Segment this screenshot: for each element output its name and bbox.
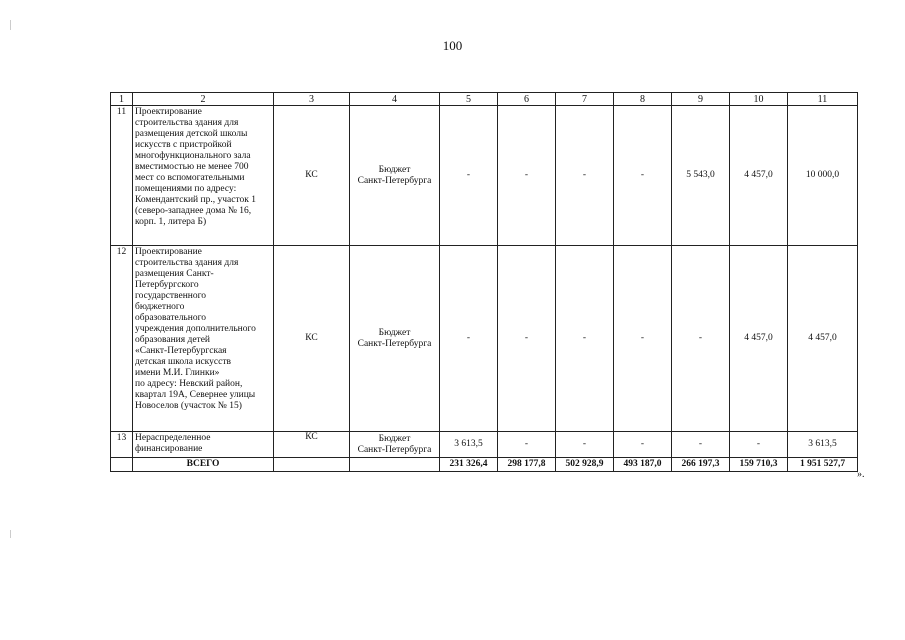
value-cell: 4 457,0 (730, 106, 788, 246)
header-cell: 3 (274, 93, 350, 106)
table-row (111, 106, 858, 246)
row-number: 13 (111, 432, 133, 458)
total-spacer (274, 458, 350, 472)
row-number: 12 (111, 246, 133, 432)
value-cell: - (498, 432, 556, 458)
total-value: 159 710,3 (730, 458, 788, 472)
header-cell: 10 (730, 93, 788, 106)
scan-edge-mark (10, 20, 11, 30)
value-cell: 5 543,0 (672, 106, 730, 246)
header-cell: 1 (111, 93, 133, 106)
table-row (111, 246, 858, 432)
total-value: 298 177,8 (498, 458, 556, 472)
closing-quote-mark: ». (857, 469, 865, 480)
value-cell: - (614, 432, 672, 458)
total-value: 1 951 527,7 (788, 458, 858, 472)
code-cell: КС (274, 432, 350, 458)
total-spacer (111, 458, 133, 472)
table-row (111, 432, 858, 458)
header-cell: 9 (672, 93, 730, 106)
header-cell: 5 (440, 93, 498, 106)
value-cell: - (440, 106, 498, 246)
value-cell: - (498, 246, 556, 432)
value-cell: - (556, 246, 614, 432)
total-row (111, 458, 858, 472)
object-name: Проектирование строительства здания для размещения Санкт- Петербургского государственного бюджетного образовательного учреждения дополнительного образования детей «Санкт-Петербургская детская школа искусств имени М.И. Глинки» по адресу: Невский район, квартал 19А, Севернее улицы Новоселов (участок № 15) (133, 246, 274, 432)
total-label: ВСЕГО (133, 458, 274, 472)
scan-edge-mark (10, 530, 11, 538)
header-cell: 6 (498, 93, 556, 106)
value-cell: - (498, 106, 556, 246)
value-cell: 4 457,0 (730, 246, 788, 432)
value-cell: 3 613,5 (788, 432, 858, 458)
source-cell: Бюджет Санкт-Петербурга (350, 106, 440, 246)
header-cell: 2 (133, 93, 274, 106)
value-cell: - (730, 432, 788, 458)
row-number: 11 (111, 106, 133, 246)
object-name: Нераспределенное финансирование (133, 432, 274, 458)
value-cell: 3 613,5 (440, 432, 498, 458)
code-cell: КС (274, 246, 350, 432)
header-cell: 4 (350, 93, 440, 106)
code-cell: КС (274, 106, 350, 246)
value-cell: 4 457,0 (788, 246, 858, 432)
table-header-row (111, 93, 858, 106)
value-cell: - (556, 432, 614, 458)
header-cell: 8 (614, 93, 672, 106)
source-cell: Бюджет Санкт-Петербурга (350, 432, 440, 458)
header-cell: 7 (556, 93, 614, 106)
total-value: 266 197,3 (672, 458, 730, 472)
value-cell: - (672, 432, 730, 458)
value-cell: 10 000,0 (788, 106, 858, 246)
total-value: 502 928,9 (556, 458, 614, 472)
budget-table (110, 92, 858, 472)
object-name: Проектирование строительства здания для размещения детской школы искусств с пристройкой многофункционального зала вместимостью не менее 700 мест со вспомогательными помещениями по адресу: Комендантский пр., участок 1 (северо-западнее дома № 16, корп. 1, литера Б) (133, 106, 274, 246)
total-value: 493 187,0 (614, 458, 672, 472)
page-number: 100 (442, 38, 463, 53)
value-cell: - (556, 106, 614, 246)
source-cell: Бюджет Санкт-Петербурга (350, 246, 440, 432)
value-cell: - (614, 106, 672, 246)
total-value: 231 326,4 (440, 458, 498, 472)
total-spacer (350, 458, 440, 472)
value-cell: - (614, 246, 672, 432)
value-cell: - (440, 246, 498, 432)
value-cell: - (672, 246, 730, 432)
header-cell: 11 (788, 93, 858, 106)
